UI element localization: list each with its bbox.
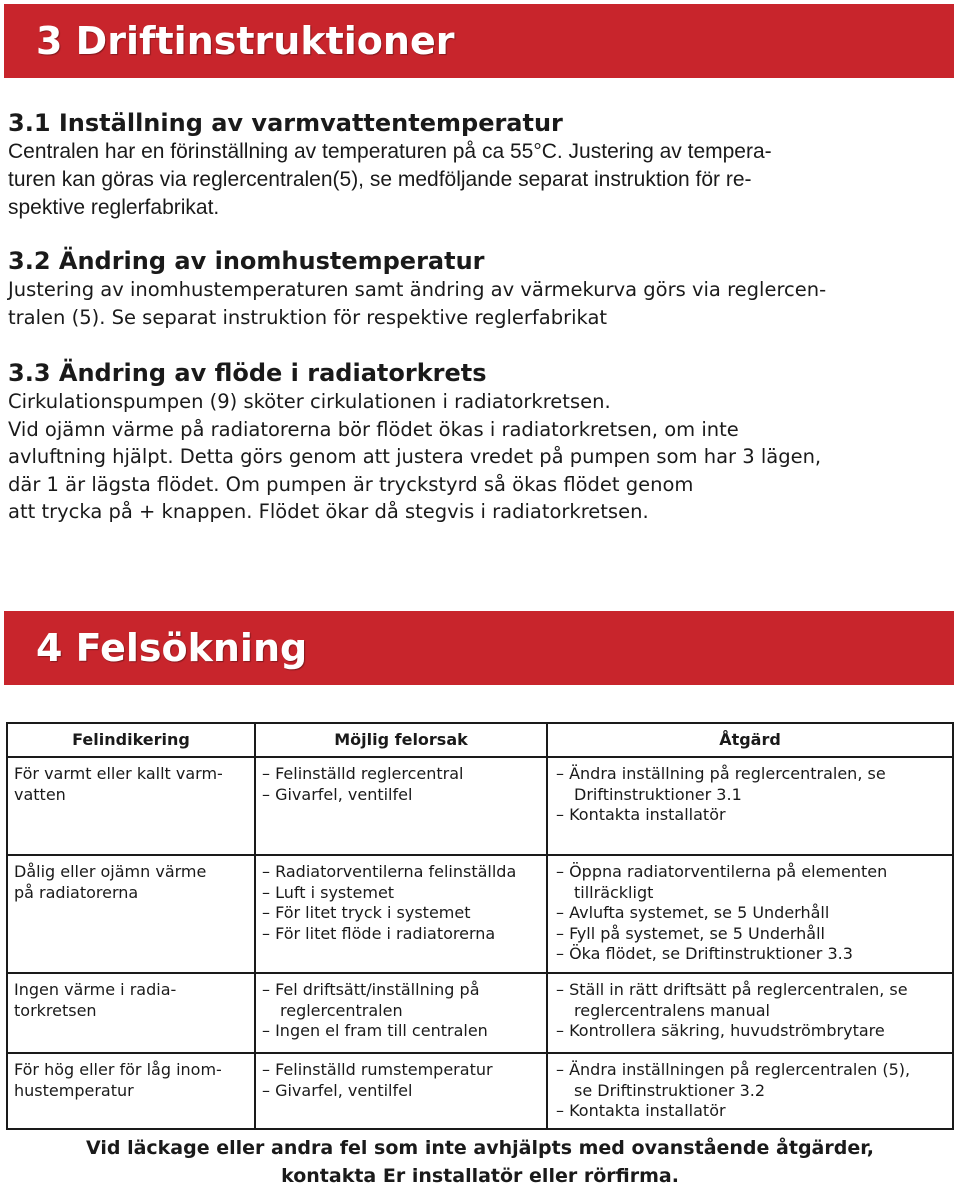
action-cell — [556, 764, 952, 826]
cell-line: – Kontrollera säkring, huvudströmbrytare — [556, 1021, 885, 1040]
column-divider — [546, 1054, 548, 1128]
cell-line: – Kontakta installatör — [556, 1101, 726, 1120]
action-cell — [556, 1060, 952, 1122]
column-divider — [254, 856, 256, 972]
cell-line: – Felinställd reglercentral — [262, 764, 464, 783]
cell-line: För varmt eller kallt varm- — [14, 764, 223, 783]
cell-line: – Ändra inställningen på reglercentralen (5), — [556, 1060, 911, 1079]
section-3-2-heading: 3.2 Ändring av inomhustemperatur — [8, 247, 485, 275]
section-4-title: 4 Felsökning — [36, 626, 308, 670]
cell-line: – Fyll på systemet, se 5 Underhåll — [556, 923, 825, 943]
cell-line: – Öka flödet, se Driftinstruktioner 3.3 — [556, 944, 853, 963]
section-3-banner — [4, 4, 954, 78]
text-line: spektive reglerfabrikat. — [8, 196, 220, 219]
section-3-1-text — [8, 138, 948, 222]
text-line: Cirkulationspumpen (9) sköter cirkulationen i radiatorkretsen. — [8, 390, 611, 413]
text-line: Centralen har en förinställning av temperaturen på ca 55°C. Justering av tempera- — [8, 140, 772, 163]
column-divider — [254, 974, 256, 1052]
text-line: Vid ojämn värme på radiatorerna bör flödet ökas i radiatorkretsen, om inte — [8, 417, 739, 441]
symptom-cell — [14, 1060, 254, 1101]
section-4-banner — [4, 611, 954, 685]
cell-line: – Avlufta systemet, se 5 Underhåll — [556, 903, 830, 922]
section-3-2-text — [8, 276, 948, 332]
text-line: att trycka på + knappen. Flödet ökar då stegvis i radiatorkretsen. — [8, 500, 649, 523]
cell-line: – Ingen el fram till centralen — [262, 1021, 488, 1040]
column-divider — [546, 856, 548, 972]
troubleshooting-table-header — [6, 722, 954, 758]
header-symptom: Felindikering — [72, 730, 190, 749]
cell-line: – Felinställd rumstemperatur — [262, 1060, 493, 1079]
symptom-cell — [14, 980, 254, 1021]
notice-line: kontakta Er installatör eller rörfirma. — [281, 1165, 679, 1187]
cell-line: vatten — [14, 784, 66, 804]
cell-line: – Radiatorventilerna felinställda — [262, 862, 517, 881]
section-3-2 — [8, 246, 948, 332]
action-cell — [556, 980, 952, 1042]
notice-line: Vid läckage eller andra fel som inte avhjälpts med ovanstående åtgärder, — [85, 1137, 875, 1159]
leak-notice — [0, 1134, 960, 1190]
cell-line: – Öppna radiatorventilerna på elementen — [556, 862, 888, 881]
cell-line: – Givarfel, ventilfel — [262, 1080, 413, 1100]
section-3-3-text — [8, 388, 948, 526]
cell-line: torkretsen — [14, 1000, 97, 1020]
text-line: Justering av inomhustemperaturen samt ändring av värmekurva görs via reglercen- — [8, 278, 827, 301]
text-line: där 1 är lägsta flödet. Om pumpen är tryckstyrd så ökas flödet genom — [8, 472, 694, 496]
table-row — [6, 756, 954, 856]
cell-line: Ingen värme i radia- — [14, 980, 177, 999]
cause-cell — [262, 980, 546, 1042]
symptom-cell — [14, 764, 254, 805]
cell-line: hustemperatur — [14, 1080, 134, 1100]
section-3-title: 3 Driftinstruktioner — [36, 19, 455, 63]
section-3-1-heading: 3.1 Inställning av varmvattentemperatur — [8, 109, 563, 137]
cause-cell — [262, 764, 546, 805]
column-divider — [546, 974, 548, 1052]
symptom-cell — [14, 862, 254, 903]
text-line: turen kan göras via reglercentralen(5), se medföljande separat instruktion för re- — [8, 168, 752, 191]
column-divider — [254, 1054, 256, 1128]
cell-line: reglercentralens manual — [574, 1000, 770, 1020]
table-row — [6, 1052, 954, 1130]
table-row — [6, 854, 954, 974]
cell-line: Driftinstruktioner 3.1 — [574, 784, 742, 804]
cell-line: – För litet flöde i radiatorerna — [262, 923, 496, 943]
text-line: tralen (5). Se separat instruktion för respektive reglerfabrikat — [8, 306, 608, 329]
cell-line: på radiatorerna — [14, 882, 139, 902]
table-row — [6, 972, 954, 1054]
cell-line: tillräckligt — [574, 882, 654, 902]
cell-line: – Ändra inställning på reglercentralen, se — [556, 764, 886, 783]
section-3-1 — [8, 108, 948, 222]
cell-line: För hög eller för låg inom- — [14, 1060, 222, 1079]
header-cause: Möjlig felorsak — [334, 730, 468, 749]
section-3-3 — [8, 358, 948, 526]
column-divider — [254, 758, 256, 854]
cell-line: Dålig eller ojämn värme — [14, 862, 207, 881]
cause-cell — [262, 1060, 546, 1101]
header-action: Åtgärd — [719, 730, 781, 749]
cell-line: – Luft i systemet — [262, 882, 395, 902]
cell-line: – Givarfel, ventilfel — [262, 784, 413, 804]
text-line: avluftning hjälpt. Detta görs genom att justera vredet på pumpen som har 3 lägen, — [8, 445, 822, 468]
cell-line: – För litet tryck i systemet — [262, 903, 471, 922]
cell-line: se Driftinstruktioner 3.2 — [574, 1080, 766, 1100]
column-divider — [546, 758, 548, 854]
section-3-3-heading: 3.3 Ändring av flöde i radiatorkrets — [8, 359, 487, 387]
cell-line: – Kontakta installatör — [556, 805, 726, 824]
cell-line: – Ställ in rätt driftsätt på reglercentralen, se — [556, 980, 908, 999]
action-cell — [556, 862, 952, 965]
cell-line: – Fel driftsätt/inställning på — [262, 980, 480, 999]
cell-line: reglercentralen — [280, 1000, 403, 1020]
cause-cell — [262, 862, 546, 944]
